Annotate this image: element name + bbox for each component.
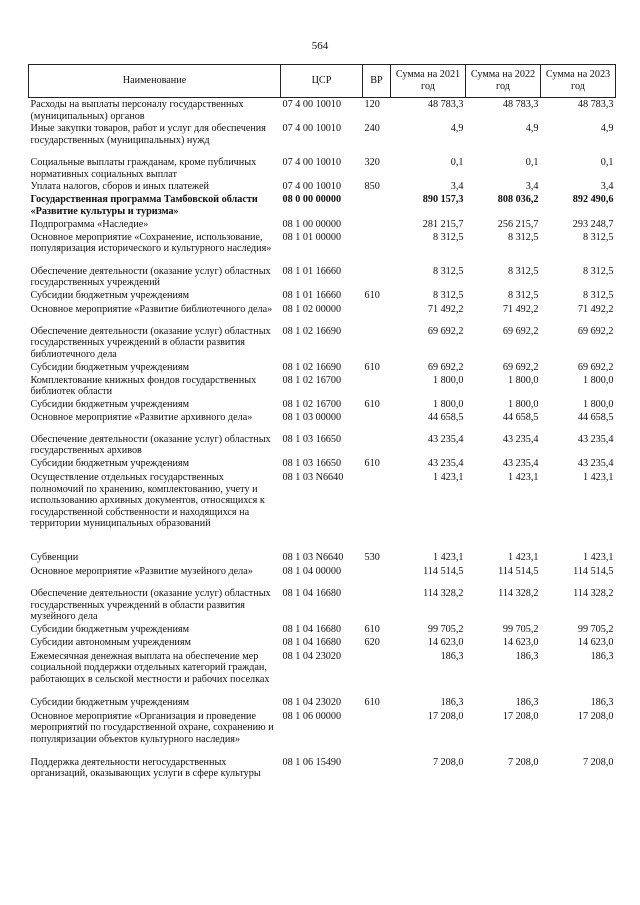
- row-sum-2021: 1 800,0: [432, 374, 464, 386]
- table-header-row: [29, 65, 616, 98]
- row-sum-2023: 186,3: [590, 650, 614, 662]
- row-csr: 08 1 06 00000: [282, 710, 342, 722]
- row-sum-2023: 114 514,5: [573, 565, 614, 577]
- row-sum-2023: 1 800,0: [582, 398, 614, 410]
- row-csr: 08 1 04 16680: [282, 587, 342, 599]
- row-csr: 08 1 01 16660: [282, 265, 342, 277]
- row-sum-2021: 71 492,2: [427, 303, 464, 315]
- row-sum-2022: 43 235,4: [502, 457, 539, 469]
- page-number: 564: [311, 40, 329, 52]
- row-name: Субсидии бюджетным учреждениям: [30, 696, 190, 708]
- row-sum-2023: 4,9: [600, 123, 614, 135]
- row-sum-2022: 44 658,5: [502, 411, 539, 423]
- table-row: [29, 289, 616, 303]
- row-sum-2022: 14 623,0: [502, 636, 539, 648]
- row-vr: 610: [364, 289, 380, 301]
- row-sum-2021: 43 235,4: [427, 433, 464, 445]
- row-csr: 08 1 03 N6640: [282, 471, 344, 483]
- table-row: [29, 374, 616, 398]
- row-sum-2021: 114 514,5: [423, 565, 464, 577]
- row-vr: [363, 471, 391, 551]
- row-name: Основное мероприятие «Организация и проведение мероприятий по государственной охране, сохранению и популяризации объектов культурного наследия»: [30, 710, 274, 745]
- row-sum-2021: 8 312,5: [432, 265, 464, 277]
- table-row: [29, 756, 616, 790]
- table-row: [29, 303, 616, 325]
- row-vr: 610: [364, 623, 380, 635]
- row-vr: [363, 325, 391, 361]
- row-csr: 08 1 03 N6640: [282, 551, 344, 563]
- row-name: Субсидии автономным учреждениям: [30, 636, 191, 648]
- row-sum-2023: 8 312,5: [582, 265, 614, 277]
- row-sum-2021: 8 312,5: [432, 289, 464, 301]
- row-sum-2022: 114 514,5: [498, 565, 539, 577]
- row-csr: 08 1 02 16700: [282, 398, 342, 410]
- row-sum-2022: 1 423,1: [507, 471, 539, 483]
- row-sum-2022: 8 312,5: [507, 265, 539, 277]
- row-vr: [363, 650, 391, 696]
- row-sum-2022: 1 800,0: [507, 398, 539, 410]
- row-sum-2021: 3,4: [450, 181, 464, 193]
- row-sum-2023: 8 312,5: [582, 231, 614, 243]
- row-sum-2021: 0,1: [450, 157, 464, 169]
- row-name: Иные закупки товаров, работ и услуг для обеспечения государственных (муниципальных) нужд: [30, 123, 266, 146]
- row-sum-2021: 4,9: [450, 123, 464, 135]
- table-row: [29, 551, 616, 565]
- row-sum-2022: 69 692,2: [502, 325, 539, 337]
- row-sum-2022: 43 235,4: [502, 433, 539, 445]
- row-sum-2022: 48 783,3: [502, 99, 539, 110]
- row-sum-2021: 43 235,4: [427, 457, 464, 469]
- row-vr: [363, 218, 391, 231]
- row-sum-2021: 14 623,0: [427, 636, 464, 648]
- row-csr: 08 1 04 23020: [282, 650, 342, 662]
- row-sum-2023: 1 800,0: [582, 374, 614, 386]
- row-sum-2021: 48 783,3: [427, 99, 464, 110]
- row-sum-2023: 892 490,6: [572, 194, 614, 206]
- row-sum-2021: 69 692,2: [427, 361, 464, 373]
- row-sum-2021: 7 208,0: [432, 756, 464, 768]
- row-sum-2021: 1 423,1: [432, 471, 464, 483]
- row-sum-2023: 69 692,2: [577, 325, 614, 337]
- row-sum-2023: 293 248,7: [572, 218, 614, 230]
- row-csr: 07 4 00 10010: [282, 123, 342, 135]
- row-sum-2021: 44 658,5: [427, 411, 464, 423]
- row-csr: 08 1 04 23020: [282, 696, 342, 708]
- row-sum-2022: 7 208,0: [507, 756, 539, 768]
- row-vr: 620: [364, 636, 380, 648]
- row-sum-2021: 186,3: [440, 650, 464, 662]
- row-sum-2023: 14 623,0: [577, 636, 614, 648]
- row-sum-2022: 186,3: [515, 696, 539, 708]
- row-name: Обеспечение деятельности (оказание услуг) областных государственных учреждений в области развития музейного дела: [30, 587, 271, 623]
- row-name: Субсидии бюджетным учреждениям: [30, 361, 190, 373]
- row-csr: 08 1 02 16690: [282, 361, 342, 373]
- row-csr: 08 1 01 16660: [282, 289, 342, 301]
- table-row: [29, 587, 616, 623]
- table-row: [29, 361, 616, 374]
- header-sum-2022: Сумма на 2022 год: [466, 65, 541, 98]
- row-csr: 08 1 02 16700: [282, 374, 342, 386]
- row-sum-2021: 1 423,1: [432, 551, 464, 563]
- row-csr: 08 1 04 00000: [282, 565, 342, 577]
- row-vr: [363, 756, 391, 790]
- row-sum-2022: 4,9: [525, 123, 539, 135]
- row-vr: [363, 374, 391, 398]
- row-name: Субвенции: [30, 551, 79, 563]
- row-sum-2021: 69 692,2: [427, 325, 464, 337]
- row-vr: [363, 193, 391, 217]
- row-sum-2023: 0,1: [600, 157, 614, 169]
- row-sum-2023: 186,3: [590, 696, 614, 708]
- table-row: [29, 265, 616, 289]
- row-sum-2022: 0,1: [525, 157, 539, 169]
- row-vr: [363, 710, 391, 756]
- row-sum-2023: 99 705,2: [577, 623, 614, 635]
- table-row: [29, 398, 616, 411]
- row-csr: 07 4 00 10010: [282, 181, 342, 193]
- table-row: [29, 180, 616, 193]
- row-csr: 08 1 04 16680: [282, 636, 342, 648]
- row-name: Основное мероприятие «Развитие библиотечного дела»: [30, 303, 273, 315]
- row-sum-2021: 1 800,0: [432, 398, 464, 410]
- row-name: Обеспечение деятельности (оказание услуг) областных государственных архивов: [30, 433, 271, 457]
- row-csr: 08 0 00 00000: [282, 194, 342, 206]
- table-row: [29, 636, 616, 650]
- row-vr: [363, 231, 391, 265]
- row-sum-2022: 256 215,7: [497, 218, 539, 230]
- row-sum-2021: 281 215,7: [422, 218, 464, 230]
- row-sum-2022: 3,4: [525, 181, 539, 193]
- row-sum-2022: 69 692,2: [502, 361, 539, 373]
- row-vr: [363, 303, 391, 325]
- row-vr: [363, 433, 391, 457]
- table-row: [29, 623, 616, 636]
- row-sum-2021: 114 328,2: [423, 587, 464, 599]
- row-name: Поддержка деятельности негосударственных организаций, оказывающих услуги в сфере культуры: [30, 756, 261, 780]
- row-sum-2023: 44 658,5: [577, 411, 614, 423]
- row-sum-2023: 1 423,1: [582, 471, 614, 483]
- table-row: [29, 98, 616, 123]
- row-sum-2022: 186,3: [515, 650, 539, 662]
- table-row: [29, 433, 616, 457]
- row-sum-2021: 99 705,2: [427, 623, 464, 635]
- row-sum-2023: 3,4: [600, 181, 614, 193]
- row-vr: 120: [364, 99, 380, 110]
- row-csr: 08 1 03 16650: [282, 433, 342, 445]
- row-name: Основное мероприятие «Развитие музейного дела»: [30, 565, 253, 577]
- row-sum-2023: 7 208,0: [582, 756, 614, 768]
- row-sum-2023: 69 692,2: [577, 361, 614, 373]
- row-name: Обеспечение деятельности (оказание услуг) областных государственных учреждений в области развития библиотечного дела: [30, 325, 271, 360]
- table-row: [29, 710, 616, 756]
- table-row: [29, 696, 616, 710]
- row-sum-2022: 99 705,2: [502, 623, 539, 635]
- row-sum-2022: 1 800,0: [507, 374, 539, 386]
- row-vr: 610: [364, 361, 380, 373]
- row-csr: 08 1 00 00000: [282, 218, 342, 230]
- table-row: [29, 325, 616, 361]
- row-vr: 610: [364, 457, 380, 469]
- row-sum-2022: 114 328,2: [498, 587, 539, 599]
- header-name: Наименование: [29, 65, 281, 98]
- row-sum-2023: 8 312,5: [582, 289, 614, 301]
- row-vr: 320: [364, 157, 380, 169]
- row-name: Субсидии бюджетным учреждениям: [30, 623, 190, 635]
- row-sum-2023: 48 783,3: [577, 99, 614, 110]
- row-vr: [363, 565, 391, 587]
- row-sum-2022: 8 312,5: [507, 231, 539, 243]
- row-sum-2022: 17 208,0: [502, 710, 539, 722]
- row-name: Государственная программа Тамбовской области «Развитие культуры и туризма»: [30, 194, 258, 217]
- row-name: Расходы на выплаты персоналу государственных (муниципальных) органов: [30, 99, 244, 122]
- row-csr: 08 1 02 16690: [282, 325, 342, 337]
- row-name: Субсидии бюджетным учреждениям: [30, 398, 190, 410]
- row-vr: 850: [364, 181, 380, 193]
- row-name: Комплектование книжных фондов государственных библиотек области: [30, 374, 257, 398]
- row-vr: [363, 587, 391, 623]
- table-row: [29, 231, 616, 265]
- header-csr: ЦСР: [281, 65, 363, 98]
- row-name: Субсидии бюджетным учреждениям: [30, 457, 190, 469]
- row-name: Субсидии бюджетным учреждениям: [30, 289, 190, 301]
- table-row: [29, 193, 616, 217]
- table-row: [29, 411, 616, 433]
- row-csr: 08 1 06 15490: [282, 756, 342, 768]
- table-row: [29, 565, 616, 587]
- row-vr: 610: [364, 696, 380, 708]
- row-vr: [363, 411, 391, 433]
- row-sum-2023: 114 328,2: [573, 587, 614, 599]
- header-vr: ВР: [363, 65, 391, 98]
- row-sum-2023: 1 423,1: [582, 551, 614, 563]
- row-csr: 08 1 02 00000: [282, 303, 342, 315]
- row-name: Ежемесячная денежная выплата на обеспечение мер социальной поддержки отдельных категорий граждан, работающих в сельской местности и рабочих поселках: [30, 650, 270, 685]
- row-name: Обеспечение деятельности (оказание услуг) областных государственных учреждений: [30, 265, 271, 289]
- row-name: Осуществление отдельных государственных полномочий по хранению, комплектованию, учету и использованию архивных документов, относящихся к государственной собственности и находящихся на территории муниципальных образований: [30, 471, 265, 530]
- row-sum-2023: 17 208,0: [577, 710, 614, 722]
- row-sum-2022: 71 492,2: [502, 303, 539, 315]
- row-csr: 07 4 00 10010: [282, 157, 342, 169]
- table-row: [29, 471, 616, 551]
- table-row: [29, 122, 616, 156]
- row-vr: [363, 265, 391, 289]
- row-sum-2021: 186,3: [440, 696, 464, 708]
- row-csr: 08 1 03 00000: [282, 411, 342, 423]
- row-sum-2023: 71 492,2: [577, 303, 614, 315]
- row-name: Основное мероприятие «Сохранение, использование, популяризация исторического и культурного наследия»: [30, 231, 272, 255]
- table-row: [29, 218, 616, 231]
- row-sum-2022: 808 036,2: [497, 194, 539, 206]
- row-name: Основное мероприятие «Развитие архивного дела»: [30, 411, 253, 423]
- row-vr: 610: [364, 398, 380, 410]
- row-sum-2021: 8 312,5: [432, 231, 464, 243]
- row-csr: 07 4 00 10010: [282, 99, 342, 110]
- table-row: [29, 156, 616, 180]
- header-sum-2023: Сумма на 2023 год: [541, 65, 616, 98]
- row-name: Уплата налогов, сборов и иных платежей: [30, 181, 209, 193]
- budget-table: [28, 64, 616, 790]
- row-sum-2021: 17 208,0: [427, 710, 464, 722]
- row-sum-2022: 1 423,1: [507, 551, 539, 563]
- table-row: [29, 457, 616, 471]
- table-body: [29, 98, 616, 790]
- row-name: Социальные выплаты гражданам, кроме публичных нормативных социальных выплат: [30, 157, 257, 180]
- row-csr: 08 1 01 00000: [282, 231, 342, 243]
- row-sum-2023: 43 235,4: [577, 457, 614, 469]
- row-csr: 08 1 04 16680: [282, 623, 342, 635]
- row-sum-2021: 890 157,3: [422, 194, 464, 206]
- row-csr: 08 1 03 16650: [282, 457, 342, 469]
- row-vr: 530: [364, 551, 380, 563]
- row-name: Подпрограмма «Наследие»: [30, 218, 149, 230]
- row-sum-2023: 43 235,4: [577, 433, 614, 445]
- row-vr: 240: [364, 123, 380, 135]
- table-row: [29, 650, 616, 696]
- header-sum-2021: Сумма на 2021 год: [391, 65, 466, 98]
- row-sum-2022: 8 312,5: [507, 289, 539, 301]
